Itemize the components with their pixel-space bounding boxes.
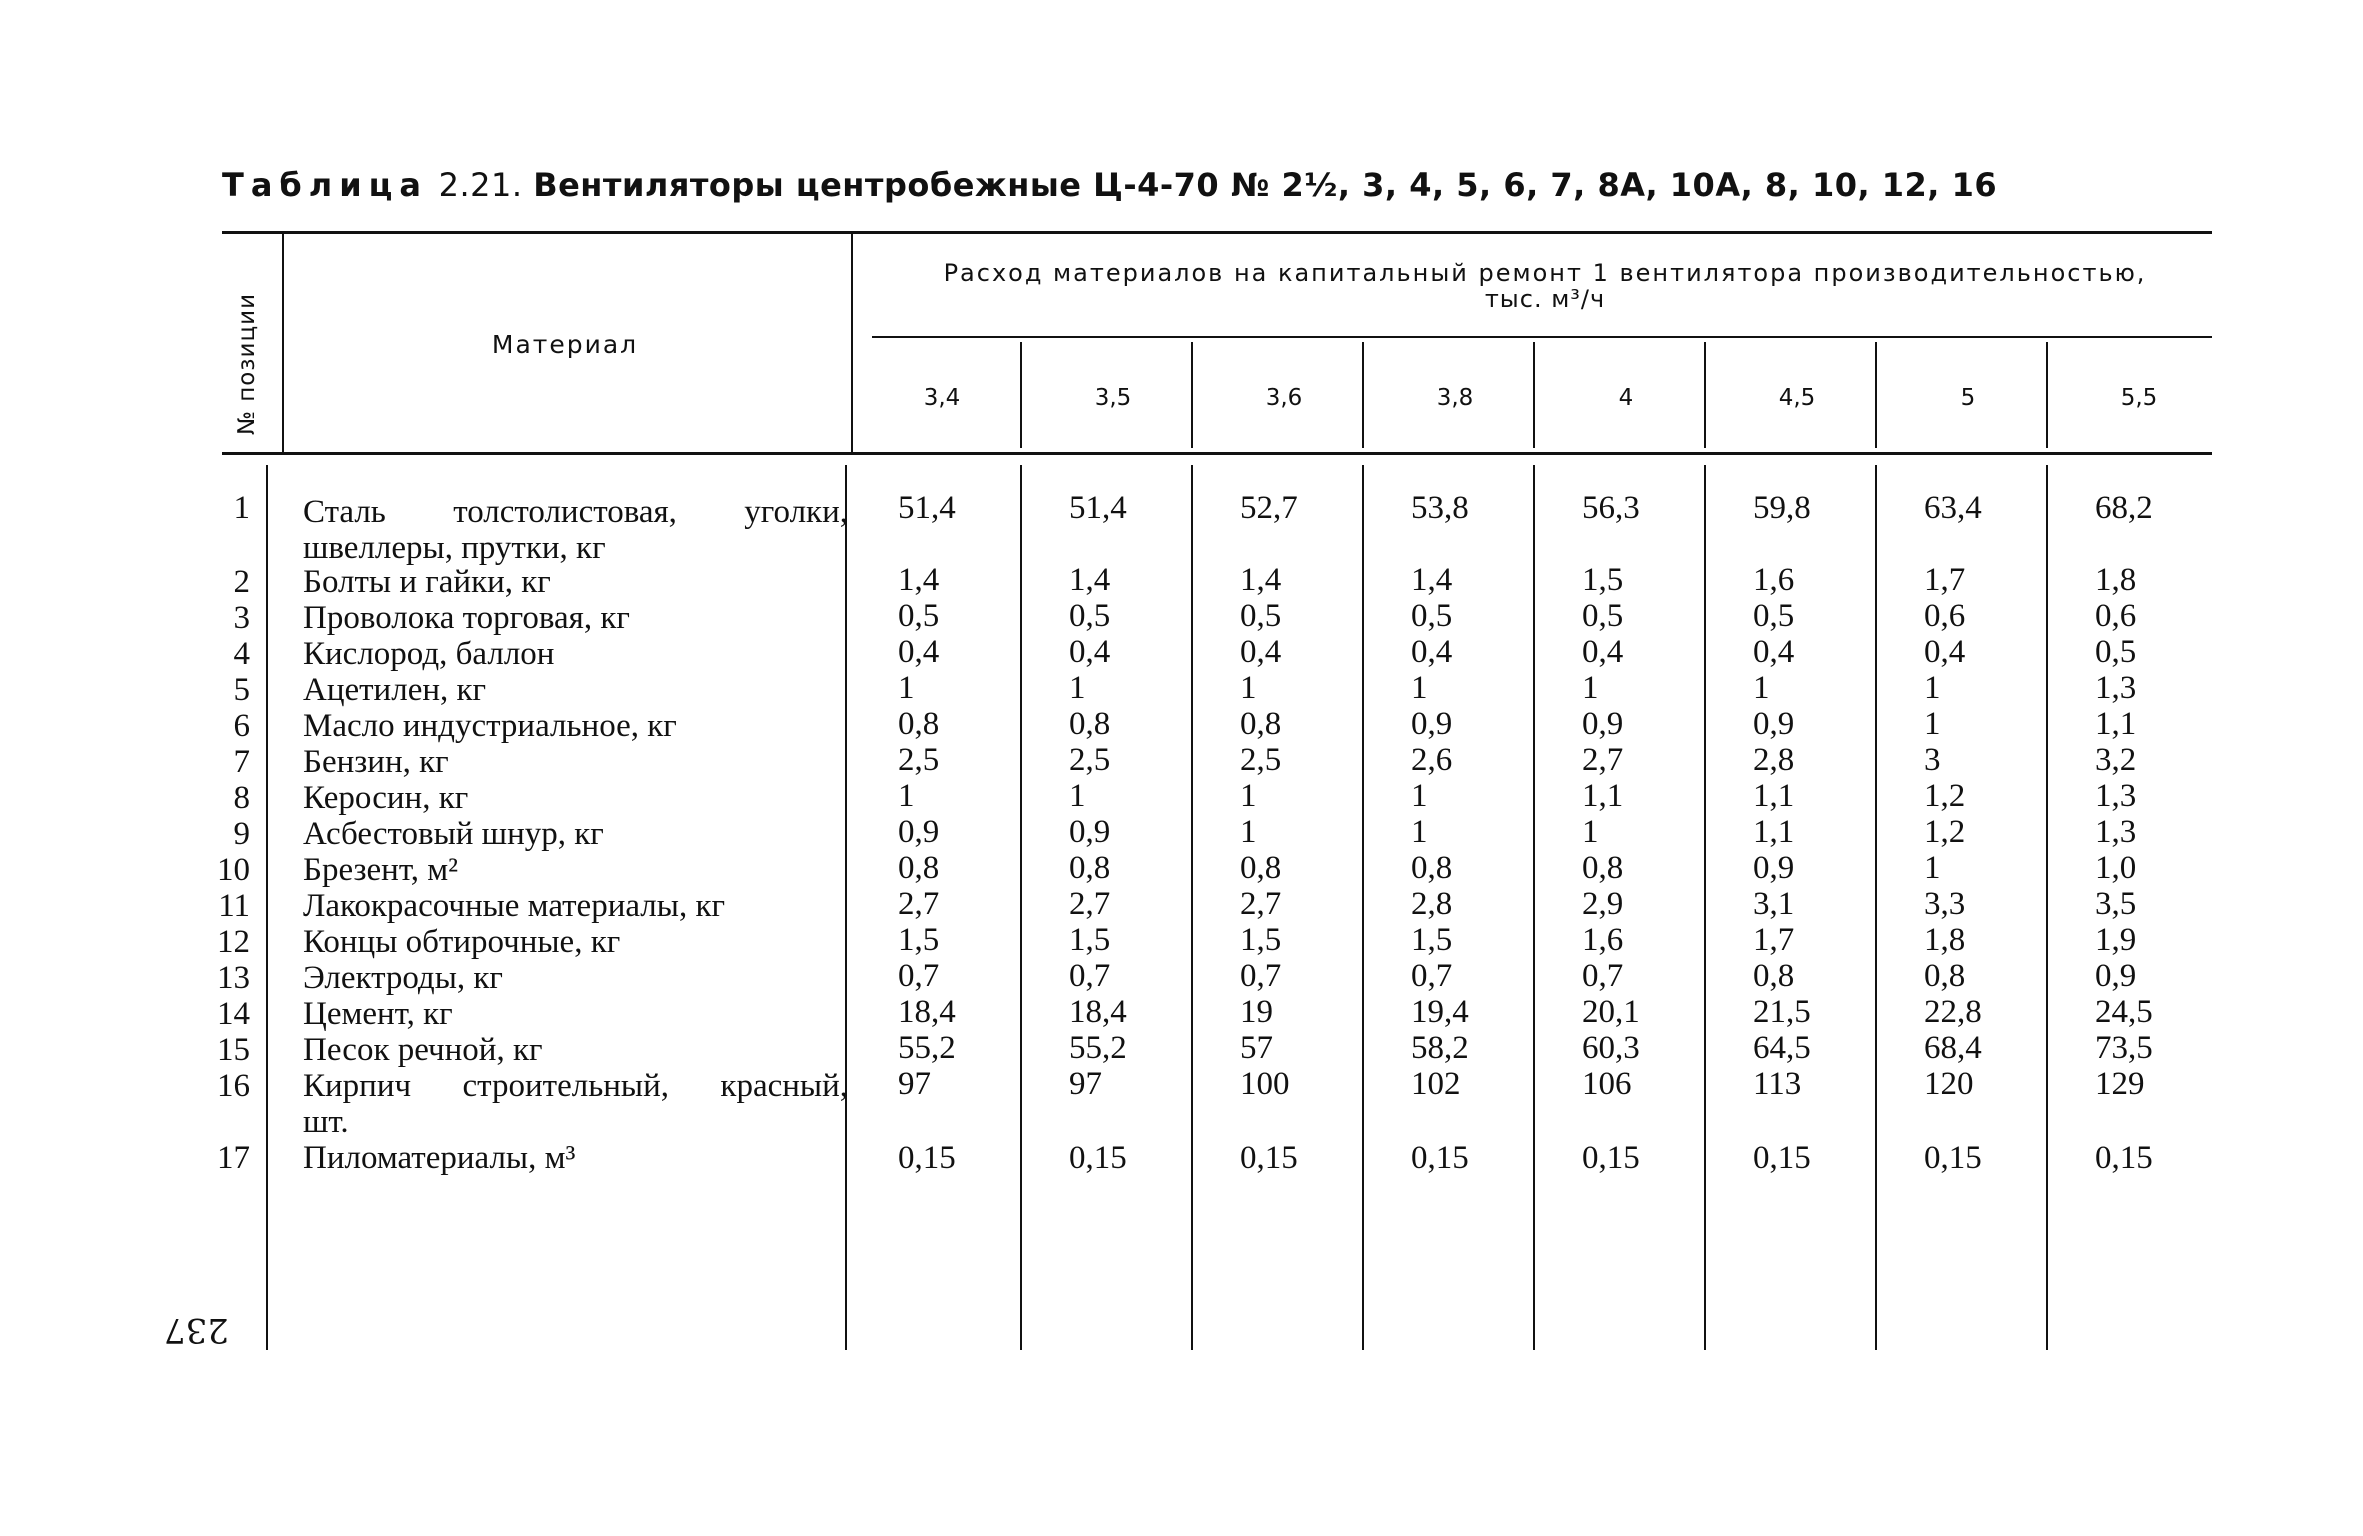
row-value: 2,5 [898,742,940,778]
row-value: 120 [1924,1066,1974,1102]
row-value: 0,8 [1411,850,1453,886]
row-material: Проволока торговая, кг [303,600,630,636]
table-row [0,960,2363,996]
row-value: 0,8 [1240,706,1282,742]
row-value: 0,9 [1411,706,1453,742]
rule-v-mat [851,234,853,452]
row-material-continued: шт. [303,1104,349,1140]
row-value: 0,4 [1411,634,1453,670]
row-value: 51,4 [1069,490,1127,526]
row-value: 64,5 [1753,1030,1811,1066]
row-material: Кирпич строительный, красный, [303,1068,848,1104]
row-value: 2,7 [1069,886,1111,922]
row-value: 0,9 [1582,706,1624,742]
row-value: 51,4 [898,490,956,526]
row-material: Концы обтирочные, кг [303,924,621,960]
row-value: 55,2 [898,1030,956,1066]
col-header: 4 [1618,385,1634,411]
row-position: 9 [233,816,250,852]
row-value: 3,2 [2095,742,2137,778]
row-value: 0,7 [1069,958,1111,994]
rule-top [222,231,2212,234]
col-header: 3,4 [923,385,961,411]
row-value: 24,5 [2095,994,2153,1030]
row-value: 20,1 [1582,994,1640,1030]
row-value: 0,15 [1069,1140,1127,1176]
row-value: 2,8 [1411,886,1453,922]
row-material: Пиломатериалы, м³ [303,1140,576,1176]
row-value: 68,2 [2095,490,2153,526]
row-material: Масло индустриальное, кг [303,708,677,744]
row-value: 1,4 [1069,562,1111,598]
row-value: 0,5 [1240,598,1282,634]
row-material: Лакокрасочные материалы, кг [303,888,726,924]
row-value: 19 [1240,994,1273,1030]
row-value: 1,0 [2095,850,2137,886]
table-row [0,672,2363,708]
row-value: 0,4 [1753,634,1795,670]
row-position: 3 [233,600,250,636]
row-value: 0,7 [1582,958,1624,994]
row-material: Болты и гайки, кг [303,564,551,600]
row-value: 18,4 [1069,994,1127,1030]
row-value: 100 [1240,1066,1290,1102]
row-value: 0,15 [1411,1140,1469,1176]
table-row [0,1032,2363,1068]
row-value: 0,5 [2095,634,2137,670]
row-value: 0,15 [1924,1140,1982,1176]
row-value: 0,4 [1924,634,1966,670]
row-value: 1 [1069,670,1086,706]
row-value: 1 [1240,670,1257,706]
row-value: 1 [1924,706,1941,742]
row-value: 1,1 [1753,814,1795,850]
row-value: 0,8 [1240,850,1282,886]
row-value: 1,2 [1924,778,1966,814]
row-value: 1,4 [1411,562,1453,598]
row-value: 73,5 [2095,1030,2153,1066]
row-value: 22,8 [1924,994,1982,1030]
row-value: 0,6 [2095,598,2137,634]
row-value: 1 [1411,670,1428,706]
row-value: 55,2 [1069,1030,1127,1066]
row-value: 0,8 [1582,850,1624,886]
row-value: 3 [1924,742,1941,778]
row-position: 13 [217,960,250,996]
row-value: 1,8 [1924,922,1966,958]
row-value: 63,4 [1924,490,1982,526]
row-value: 1,9 [2095,922,2137,958]
row-value: 0,15 [1582,1140,1640,1176]
row-value: 2,6 [1411,742,1453,778]
row-value: 0,9 [1753,706,1795,742]
row-value: 0,8 [1753,958,1795,994]
row-value: 18,4 [898,994,956,1030]
rule-group [872,336,2212,338]
row-value: 2,7 [898,886,940,922]
row-material-continued: швеллеры, прутки, кг [303,530,606,566]
header-material: Материал [491,330,639,359]
row-value: 0,5 [1582,598,1624,634]
row-value: 0,8 [1069,850,1111,886]
row-value: 1 [1753,670,1770,706]
row-value: 0,5 [898,598,940,634]
row-value: 3,1 [1753,886,1795,922]
row-value: 1,1 [1582,778,1624,814]
header-group [880,260,2210,312]
table-row [0,744,2363,780]
row-value: 2,5 [1240,742,1282,778]
row-value: 1,5 [1411,922,1453,958]
row-value: 113 [1753,1066,1802,1102]
row-position: 11 [218,888,250,924]
row-value: 0,9 [2095,958,2137,994]
row-value: 21,5 [1753,994,1811,1030]
row-value: 1,7 [1924,562,1966,598]
row-position: 7 [233,744,250,780]
col-header: 3,6 [1265,385,1303,411]
row-material: Кислород, баллон [303,636,555,672]
row-value: 1,5 [1240,922,1282,958]
row-position: 10 [217,852,250,888]
row-value: 53,8 [1411,490,1469,526]
row-value: 68,4 [1924,1030,1982,1066]
row-value: 0,5 [1753,598,1795,634]
rule-v-pos [282,234,284,452]
row-position: 15 [217,1032,250,1068]
col-header: 4,5 [1778,385,1816,411]
row-value: 1,5 [898,922,940,958]
row-value: 2,9 [1582,886,1624,922]
row-material: Брезент, м² [303,852,459,888]
row-position: 12 [217,924,250,960]
table-row [0,564,2363,600]
row-value: 2,7 [1582,742,1624,778]
table-row [0,708,2363,744]
row-material: Сталь толстолистовая, уголки, [303,494,848,530]
row-value: 0,8 [898,706,940,742]
table-row [0,816,2363,852]
row-value: 1,5 [1069,922,1111,958]
col-header: 5,5 [2120,385,2158,411]
row-value: 57 [1240,1030,1273,1066]
table-row [0,1066,2363,1140]
table-row [0,852,2363,888]
row-value: 1 [1582,670,1599,706]
row-value: 97 [1069,1066,1102,1102]
row-value: 19,4 [1411,994,1469,1030]
row-value: 0,15 [2095,1140,2153,1176]
row-value: 1,6 [1753,562,1795,598]
row-material: Электроды, кг [303,960,503,996]
row-value: 2,8 [1753,742,1795,778]
row-position: 6 [233,708,250,744]
row-position: 2 [233,564,250,600]
row-value: 1 [1411,814,1428,850]
caption-lead: Таблица [222,166,428,204]
rule-header-bottom [222,452,2212,455]
header-group-line2: тыс. м³/ч [1484,285,1606,313]
row-value: 0,15 [898,1140,956,1176]
table-row [0,888,2363,924]
row-position: 14 [217,996,250,1032]
row-position: 4 [233,636,250,672]
row-value: 3,5 [2095,886,2137,922]
row-value: 0,4 [1240,634,1282,670]
table-row [0,1140,2363,1176]
table-row [0,490,2363,566]
col-header: 3,5 [1094,385,1132,411]
row-value: 106 [1582,1066,1632,1102]
row-value: 0,5 [1069,598,1111,634]
row-position: 5 [233,672,250,708]
table-row [0,996,2363,1032]
caption-number: 2.21. [438,166,523,204]
row-value: 97 [898,1066,931,1102]
row-value: 0,7 [1240,958,1282,994]
row-material: Ацетилен, кг [303,672,487,708]
row-position: 17 [217,1140,250,1176]
table-row [0,780,2363,816]
header-group-line1: Расход материалов на капитальный ремонт 1 вентилятора производительностью, [943,259,2147,287]
row-value: 102 [1411,1066,1461,1102]
row-value: 1,5 [1582,562,1624,598]
row-value: 1 [1411,778,1428,814]
row-value: 1,4 [898,562,940,598]
row-value: 1 [1924,670,1941,706]
row-value: 0,9 [898,814,940,850]
row-value: 52,7 [1240,490,1298,526]
row-value: 1,2 [1924,814,1966,850]
row-value: 1,1 [1753,778,1795,814]
row-value: 0,6 [1924,598,1966,634]
row-position: 16 [217,1068,250,1104]
row-value: 1 [1924,850,1941,886]
row-value: 1 [1069,778,1086,814]
row-value: 1 [898,670,915,706]
row-value: 0,4 [1582,634,1624,670]
row-value: 1 [1582,814,1599,850]
row-value: 58,2 [1411,1030,1469,1066]
row-value: 0,4 [898,634,940,670]
row-value: 1,1 [2095,706,2137,742]
row-value: 1,3 [2095,814,2137,850]
row-value: 3,3 [1924,886,1966,922]
col-header: 3,8 [1436,385,1474,411]
table-row [0,636,2363,672]
row-value: 0,5 [1411,598,1453,634]
col-header: 5 [1960,385,1976,411]
row-value: 1,3 [2095,778,2137,814]
row-value: 0,8 [1924,958,1966,994]
row-value: 1,8 [2095,562,2137,598]
table-caption [222,166,2222,204]
row-value: 0,9 [1069,814,1111,850]
row-value: 56,3 [1582,490,1640,526]
row-material: Песок речной, кг [303,1032,543,1068]
row-value: 0,7 [898,958,940,994]
row-value: 0,9 [1753,850,1795,886]
row-value: 2,7 [1240,886,1282,922]
row-material: Бензин, кг [303,744,449,780]
row-value: 60,3 [1582,1030,1640,1066]
header-position-label: № позиции [234,292,260,436]
row-value: 0,15 [1240,1140,1298,1176]
row-value: 1 [898,778,915,814]
row-value: 1 [1240,814,1257,850]
row-value: 2,5 [1069,742,1111,778]
row-value: 1,3 [2095,670,2137,706]
row-value: 0,8 [1069,706,1111,742]
table-row [0,600,2363,636]
row-material: Цемент, кг [303,996,453,1032]
row-position: 8 [233,780,250,816]
row-value: 1,7 [1753,922,1795,958]
row-value: 1,4 [1240,562,1282,598]
row-material: Асбестовый шнур, кг [303,816,604,852]
table-row [0,924,2363,960]
row-material: Керосин, кг [303,780,469,816]
row-value: 0,4 [1069,634,1111,670]
page-number: 237 [164,1310,229,1350]
row-value: 59,8 [1753,490,1811,526]
row-value: 129 [2095,1066,2145,1102]
row-value: 0,8 [898,850,940,886]
row-value: 0,15 [1753,1140,1811,1176]
row-position: 1 [233,490,250,526]
caption-text: Вентиляторы центробежные Ц-4-70 № 2½, 3, 4, 5, 6, 7, 8А, 10А, 8, 10, 12, 16 [533,166,1998,204]
row-value: 1,6 [1582,922,1624,958]
row-value: 0,7 [1411,958,1453,994]
row-value: 1 [1240,778,1257,814]
